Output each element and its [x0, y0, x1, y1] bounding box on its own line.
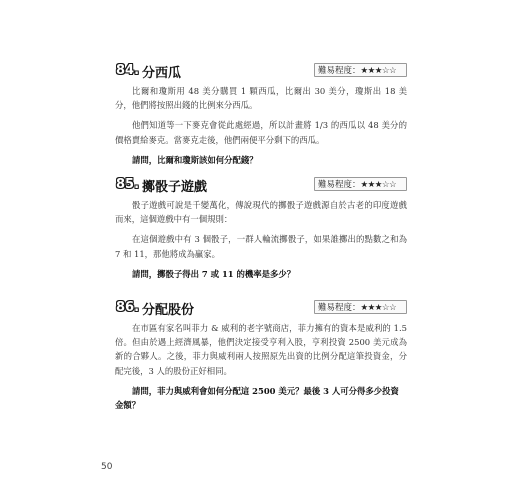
page-number: 50 [101, 462, 113, 472]
puzzle-paragraph: 他們知道等一下麥克會從此處經過，所以計畫將 1/3 的西瓜以 48 美分的價格賣給麥克。當麥克走後，他們兩便平分剩下的西瓜。 [115, 120, 407, 145]
difficulty-box [314, 177, 407, 191]
puzzle-paragraph: 骰子遊戲可說是千變萬化，傳說現代的擲骰子遊戲源自於古老的印度遊戲而來，這個遊戲中有一個規則： [115, 200, 407, 225]
difficulty-stars: ★★★☆☆ [360, 303, 397, 313]
puzzle-86 [115, 299, 407, 412]
difficulty-stars: ★★★☆☆ [360, 66, 397, 76]
puzzle-paragraph: 在這個遊戲中有 3 個骰子，一群人輪流擲骰子，如果誰擲出的點數之和為 7 和 11，那他將成為贏家。 [115, 234, 407, 259]
puzzle-title: 分配股份 [142, 303, 195, 318]
puzzle-header [115, 62, 407, 84]
puzzle-title: 分西瓜 [142, 66, 182, 81]
puzzle-header [115, 176, 407, 198]
puzzle-question: 請問，菲力與威利會如何分配這 2500 美元？最後 3 人可分得多少投資金額？ [115, 385, 399, 411]
puzzle-number: 84. [116, 63, 140, 78]
difficulty-label: 難易程度： [318, 180, 361, 190]
puzzle-number: 85. [116, 177, 140, 192]
puzzle-header [115, 299, 407, 321]
puzzle-paragraph: 在市區有家名叫菲力 & 威利的老字號商店，菲力擁有的資本是威利的 1.5 倍。但由於遇上經濟風暴，他們決定接受亨利入股，亨利投資 2500 美元成為新的合夥人。之後，菲力與威利兩人按照原先出資的比例分配這筆投資金，分配完後，3 人的股份正好相同。 [115, 323, 407, 376]
difficulty-box [314, 300, 407, 314]
puzzle-question: 請問，比爾和瓊斯該如何分配錢？ [132, 154, 258, 165]
puzzle-title: 擲骰子遊戲 [142, 180, 208, 195]
puzzle-85 [115, 176, 407, 281]
difficulty-box [314, 63, 407, 77]
difficulty-label: 難易程度： [318, 66, 361, 76]
puzzle-84 [115, 62, 407, 167]
puzzle-question: 請問，擲骰子得出 7 或 11 的機率是多少？ [132, 268, 296, 279]
difficulty-stars: ★★★☆☆ [360, 180, 397, 190]
puzzle-number: 86. [116, 300, 140, 315]
puzzle-paragraph: 比爾和瓊斯用 48 美分購買 1 顆西瓜，比爾出 30 美分，瓊斯出 18 美分，他們將按照出錢的比例來分西瓜。 [115, 86, 407, 111]
difficulty-label: 難易程度： [318, 303, 361, 313]
